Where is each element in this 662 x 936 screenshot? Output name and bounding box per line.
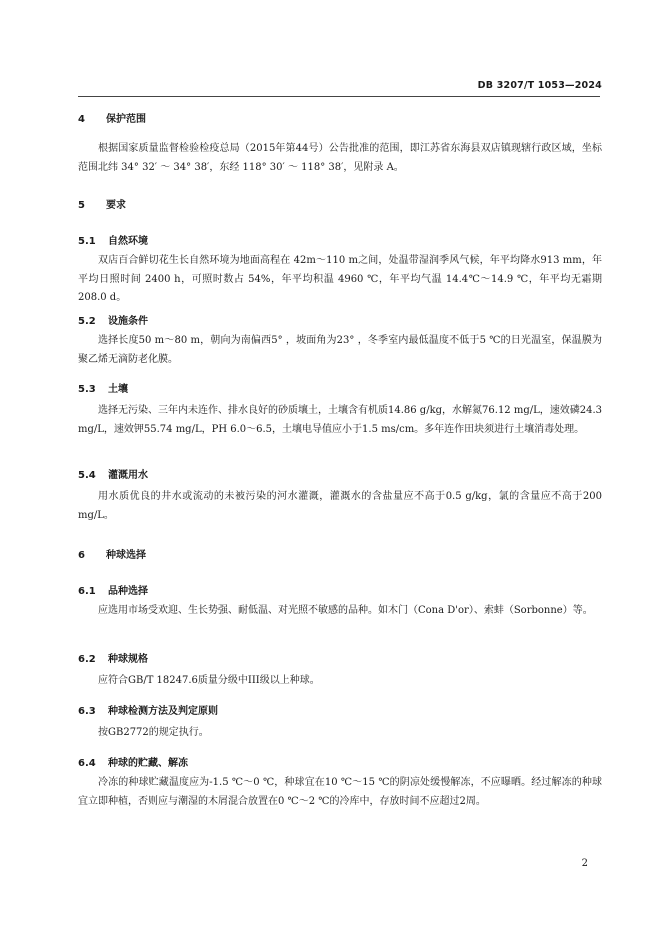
section-number: 6.4 xyxy=(78,758,96,769)
section-number: 5.4 xyxy=(78,470,96,481)
section-5-3-heading xyxy=(78,380,128,395)
paragraph-natural-environment: 双店百合鲜切花生长自然环境为地面高程在 42m～110 m之间，处温带湿润季风气候，年平均降水913 mm，年平均日照时间 2400 h，可照时数占 54%，年平均积温 4960 ℃，年平均气温 14.4℃～14.9 ℃，年平均无霜期 208.0 d。 xyxy=(78,255,602,303)
section-number: 6 xyxy=(78,550,85,561)
section-title: 保护范围 xyxy=(106,114,146,125)
section-number: 5.1 xyxy=(78,236,96,247)
paragraph-protection-scope: 根据国家质量监督检验检疫总局（2015年第44号）公告批准的范围，即江苏省东海县双店镇现辖行政区域，坐标范围北纬 34° 32′ ～ 34° 38′，东经 118° 30′ ～ 118° 38′，见附录 A。 xyxy=(78,143,602,173)
section-number: 6.2 xyxy=(78,654,96,665)
section-number: 6.3 xyxy=(78,706,96,717)
section-title: 土壤 xyxy=(108,384,128,395)
section-title: 灌溉用水 xyxy=(108,470,148,481)
section-6-3-heading xyxy=(78,702,218,717)
paragraph-testing-method: 按GB2772的规定执行。 xyxy=(98,727,209,738)
section-title: 种球的贮藏、解冻 xyxy=(108,758,188,769)
section-title: 设施条件 xyxy=(108,316,148,327)
paragraph-bulb-specification: 应符合GB/T 18247.6质量分级中III级以上种球。 xyxy=(98,675,320,686)
page-number: 2 xyxy=(581,858,588,869)
section-4-heading xyxy=(78,110,146,125)
section-number: 4 xyxy=(78,114,85,125)
section-title: 种球检测方法及判定原则 xyxy=(108,706,218,717)
section-6-4-heading xyxy=(78,754,188,769)
paragraph-facility-conditions: 选择长度50 m～80 m，朝向为南偏西5° ，坡面角为23° ，冬季室内最低温度不低于5 ℃的日光温室，保温膜为聚乙烯无滴防老化膜。 xyxy=(78,335,602,365)
section-number: 5 xyxy=(78,200,85,211)
document-code: DB 3207/T 1053—2024 xyxy=(477,80,602,91)
section-5-1-heading xyxy=(78,232,148,247)
section-6-1-heading xyxy=(78,582,148,597)
section-number: 5.2 xyxy=(78,316,96,327)
section-number: 6.1 xyxy=(78,586,96,597)
section-5-4-heading xyxy=(78,466,148,481)
section-title: 种球选择 xyxy=(106,550,146,561)
section-title: 种球规格 xyxy=(108,654,148,665)
paragraph-variety-selection: 应选用市场受欢迎、生长势强、耐低温、对光照不敏感的品种。如木门（Cona D'or）、索蚌（Sorbonne）等。 xyxy=(98,605,593,616)
section-title: 自然环境 xyxy=(108,236,148,247)
paragraph-soil: 选择无污染、三年内未连作、排水良好的砂质壤土，土壤含有机质14.86 g/kg，水解氮76.12 mg/L，速效磷24.3 mg/L，速效钾55.74 mg/L，PH 6.0～6.5，土壤电导值应小于1.5 ms/cm。多年连作田块须进行土壤消毒处理。 xyxy=(78,405,603,435)
section-6-heading xyxy=(78,546,146,561)
paragraph-storage-thawing: 冷冻的种球贮藏温度应为-1.5 ℃～0 ℃，种球宜在10 ℃～15 ℃的阴凉处缓慢解冻，不应曝晒。经过解冻的种球宜立即种植，否则应与潮湿的木屑混合放置在0 ℃～2 ℃的冷库中，存放时间不应超过2周。 xyxy=(78,777,602,807)
section-number: 5.3 xyxy=(78,384,96,395)
section-5-heading xyxy=(78,196,126,211)
section-title: 要求 xyxy=(106,200,126,211)
section-5-2-heading xyxy=(78,312,148,327)
section-title: 品种选择 xyxy=(108,586,148,597)
paragraph-irrigation-water: 用水质优良的井水或流动的未被污染的河水灌溉，灌溉水的含盐量应不高于0.5 g/kg，氯的含量应不高于200 mg/L。 xyxy=(78,491,602,521)
header-rule xyxy=(78,96,600,97)
section-6-2-heading xyxy=(78,650,148,665)
